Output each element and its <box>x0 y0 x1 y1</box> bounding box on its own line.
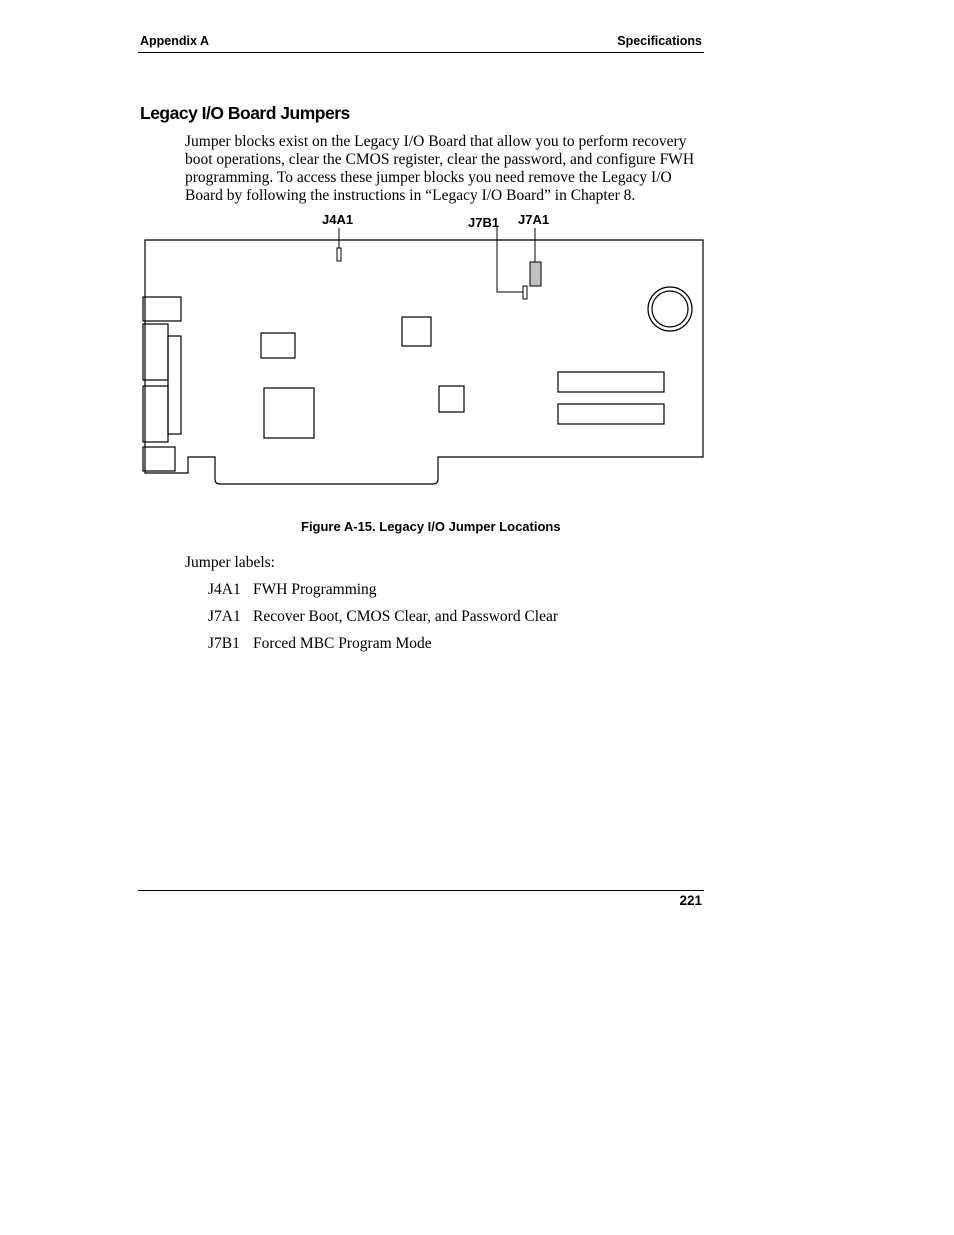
jumper-j7b1 <box>523 286 527 299</box>
header-section: Specifications <box>617 34 702 48</box>
jumper-description: Forced MBC Program Mode <box>253 635 432 652</box>
jumper-j4a1 <box>337 248 341 261</box>
slot-2 <box>558 404 664 424</box>
battery-outer <box>648 287 692 331</box>
paragraph-line: programming. To access these jumper blocks you need remove the Legacy I/O <box>185 169 672 186</box>
connector-port-1-flange <box>168 336 181 434</box>
page-number: 221 <box>679 893 702 908</box>
chip-4 <box>439 386 464 412</box>
jumper-code: J7A1 <box>208 608 241 625</box>
connector-bottom <box>143 447 175 471</box>
callout-j4a1: J4A1 <box>322 212 354 227</box>
header-chapter: Appendix A <box>140 34 209 48</box>
connector-port-1 <box>143 324 168 380</box>
connector-top <box>143 297 181 321</box>
paragraph-line: boot operations, clear the CMOS register, clear the password, and configure FWH <box>185 151 695 168</box>
chip-1 <box>261 333 295 358</box>
list-item <box>208 635 432 653</box>
board-outline <box>145 240 703 484</box>
jumper-description: Recover Boot, CMOS Clear, and Password Clear <box>253 608 559 625</box>
jumper-description: FWH Programming <box>253 581 377 598</box>
chip-3 <box>264 388 314 438</box>
leader-j7b1 <box>497 226 524 292</box>
paragraph-line: Board by following the instructions in “Legacy I/O Board” in Chapter 8. <box>185 187 636 204</box>
list-item <box>208 581 377 599</box>
legacy-io-board-diagram <box>0 0 954 520</box>
figure-caption: Figure A-15. Legacy I/O Jumper Locations <box>301 519 561 534</box>
connector-port-2 <box>143 386 168 442</box>
callout-j7b1: J7B1 <box>468 215 500 230</box>
list-item <box>208 608 558 626</box>
slot-1 <box>558 372 664 392</box>
callout-j7a1: J7A1 <box>518 212 550 227</box>
paragraph-line: Jumper blocks exist on the Legacy I/O Board that allow you to perform recovery <box>185 133 687 150</box>
jumper-list-intro: Jumper labels: <box>185 554 275 571</box>
jumper-j7a1 <box>530 262 541 286</box>
jumper-code: J4A1 <box>208 581 241 598</box>
section-title: Legacy I/O Board Jumpers <box>140 103 350 123</box>
footer-rule <box>138 890 704 891</box>
jumper-code: J7B1 <box>208 635 240 652</box>
chip-2 <box>402 317 431 346</box>
battery-inner <box>652 291 688 327</box>
